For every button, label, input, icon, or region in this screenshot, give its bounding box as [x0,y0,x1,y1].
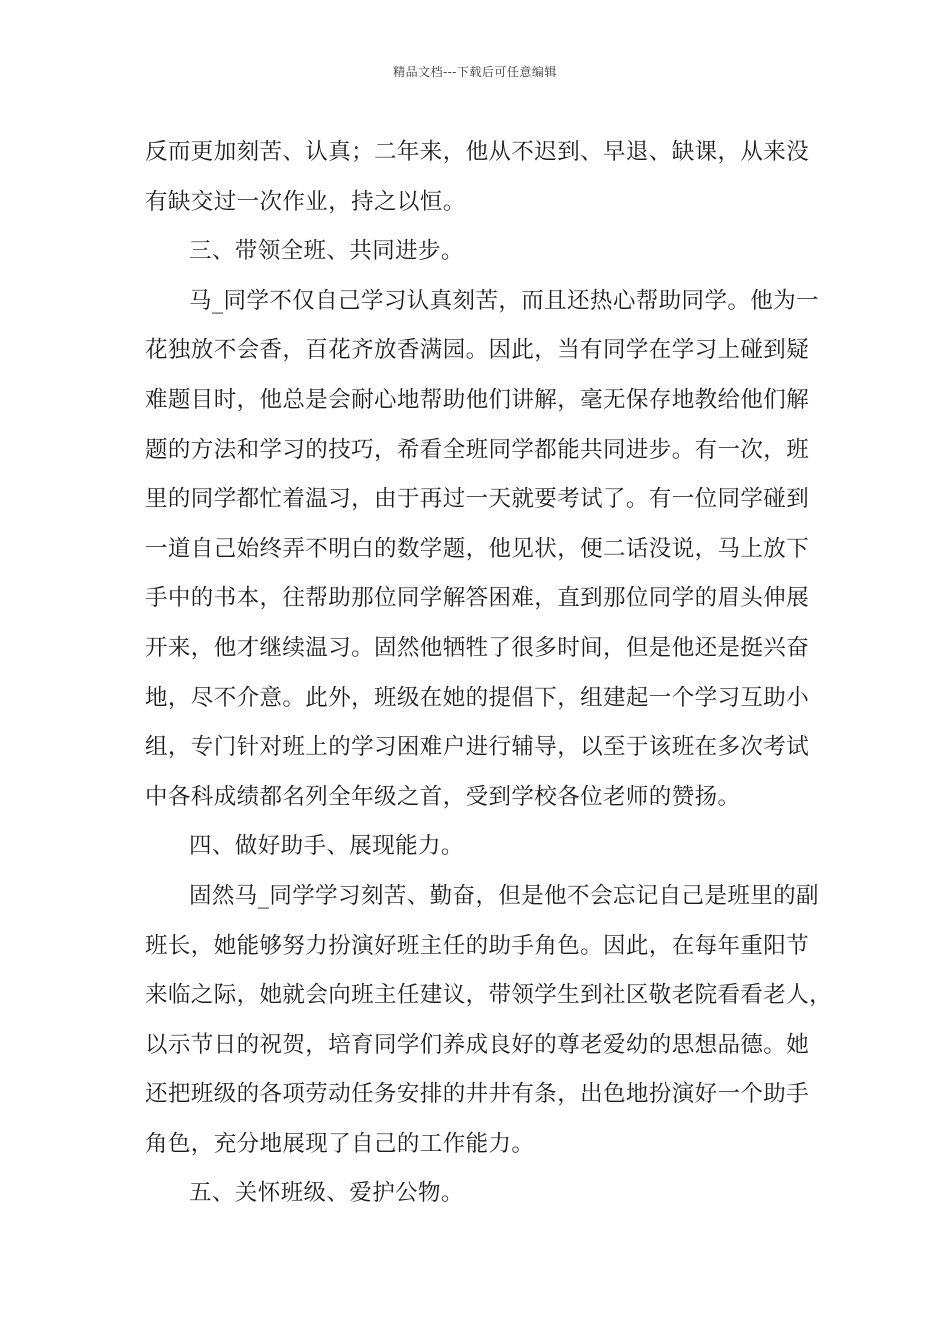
paragraph-line: 中各科成绩都名列全年级之首，受到学校各位老师的赞扬。 [145,783,741,810]
paragraph-line: 来临之际，她就会向班主任建议，带领学生到社区敬老院看看老人， [145,982,833,1009]
page-header: 精品文档---下载后可任意编辑 [393,65,557,79]
paragraph-line: 里的同学都忙着温习，由于再过一天就要考试了。有一位同学碰到 [145,486,810,513]
paragraph-line: 开来，他才继续温习。固然他牺牲了很多时间，但是他还是挺兴奋 [145,634,810,661]
paragraph-line: 以示节日的祝贺，培育同学们养成良好的尊老爱幼的思想品德。她 [145,1031,810,1058]
paragraph-line: 班长，她能够努力扮演好班主任的助手角色。因此，在每年重阳节 [145,932,810,959]
paragraph-line: 角色，充分地展现了自己的工作能力。 [145,1130,535,1157]
paragraph-line: 还把班级的各项劳动任务安排的井井有条，出色地扮演好一个助手 [145,1081,810,1108]
paragraph-line: 地，尽不介意。此外，班级在她的提倡下，组建起一个学习互助小 [145,684,810,711]
paragraph-line: 难题目时，他总是会耐心地帮助他们讲解，毫无保存地教给他们解 [145,386,810,413]
section-heading: 五、关怀班级、爱护公物。 [189,1180,464,1207]
paragraph-line: 花独放不会香，百花齐放香满园。因此，当有同学在学习上碰到疑 [145,337,810,364]
section-heading: 三、带领全班、共同进步。 [189,238,464,265]
document-body [145,128,833,1219]
paragraph-line: 手中的书本，往帮助那位同学解答困难，直到那位同学的眉头伸展 [145,585,810,612]
paragraph-line: 固然马_同学学习刻苦、勤奋，但是他不会忘记自己是班里的副 [189,882,819,909]
paragraph-line: 组，专门针对班上的学习困难户进行辅导，以至于该班在多次考试 [145,734,810,761]
paragraph-line: 马_同学不仅自己学习认真刻苦，而且还热心帮助同学。他为一 [189,287,819,314]
paragraph-line: 一道自己始终弄不明白的数学题，他见状，便二话没说，马上放下 [145,535,810,562]
section-heading: 四、做好助手、展现能力。 [189,833,464,860]
paragraph-line: 反而更加刻苦、认真；二年来，他从不迟到、早退、缺课，从来没 [145,139,810,165]
paragraph-line: 题的方法和学习的技巧，希看全班同学都能共同进步。有一次，班 [145,436,810,463]
paragraph-line: 有缺交过一次作业，持之以恒。 [145,188,466,215]
